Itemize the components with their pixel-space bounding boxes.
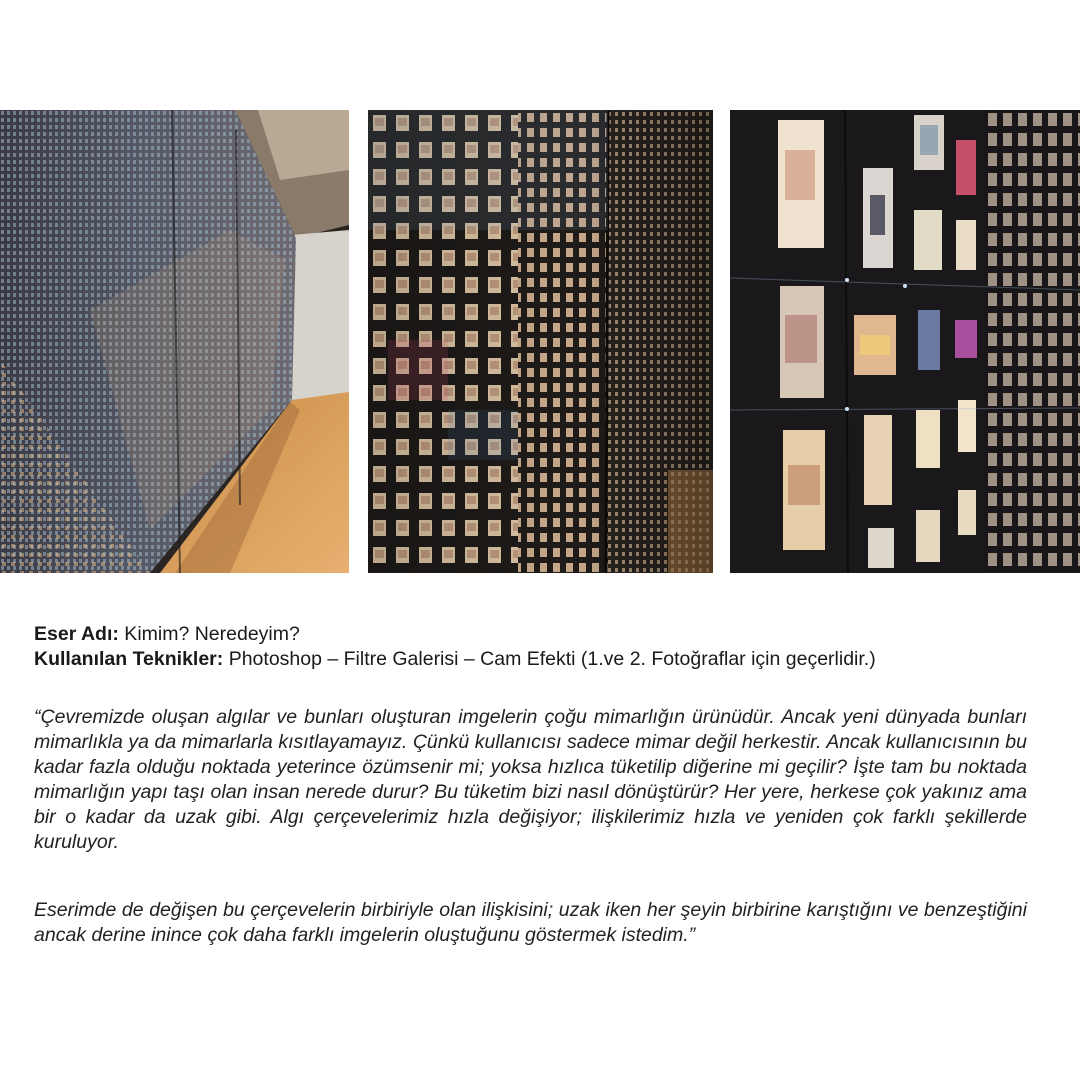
artist-statement-paragraph-2: Eserimde de değişen bu çerçevelerin birbiriyle olan ilişkisini; uzak iken her şeyin birbirine karıştığını ve benzeştiğini ancak derine inince çok daha farklı imgelerin oluştuğunu göstermek istedim.” bbox=[34, 899, 1027, 946]
artwork-title-value: Kimim? Neredeyim? bbox=[118, 623, 300, 645]
artist-statement-paragraph-1: “Çevremizde oluşan algılar ve bunları oluşturan imgelerin çoğu mimarlığın ürünüdür. Ancak yeni dünyada bunları mimarlıkla ya da mimarlarla kısıtlayamayız. Çünkü kullanıcısı sadece mimar değil herkestir. Ancak kullanıcısının bu kadar fazla olduğu noktada yeterince özümsenir mi; yoksa hızlıca tüketilip diğerine mi geçilir? İşte tam bu noktada mimarlığın yapı taşı olan insan nerede durur? Bu tüketim bizi nasıl dönüştürür? Her yere, herkese çok yakınız ama bir o kadar da uzak gibi. Algı çerçevelerimiz hızla değişiyor; ilişkilerimiz hızla ve yeniden çok farklı şekillerde kuruluyor. bbox=[34, 706, 1027, 853]
artwork-meta bbox=[34, 622, 1054, 672]
artwork-techniques-line bbox=[34, 647, 1054, 672]
artwork-techniques-value: Photoshop – Filtre Galerisi – Cam Efekti (1.ve 2. Fotoğraflar için geçerlidir.) bbox=[223, 648, 876, 670]
photo-gallery-wall-grid bbox=[368, 110, 713, 573]
artwork-title-line bbox=[34, 622, 1054, 647]
photo-gallery-wall-closeup bbox=[730, 110, 1080, 573]
photo-strip bbox=[0, 110, 1080, 573]
artwork-techniques-label: Kullanılan Teknikler: bbox=[34, 648, 224, 670]
photo-gallery-wall-wide bbox=[0, 110, 349, 573]
artwork-title-label: Eser Adı: bbox=[34, 623, 119, 645]
